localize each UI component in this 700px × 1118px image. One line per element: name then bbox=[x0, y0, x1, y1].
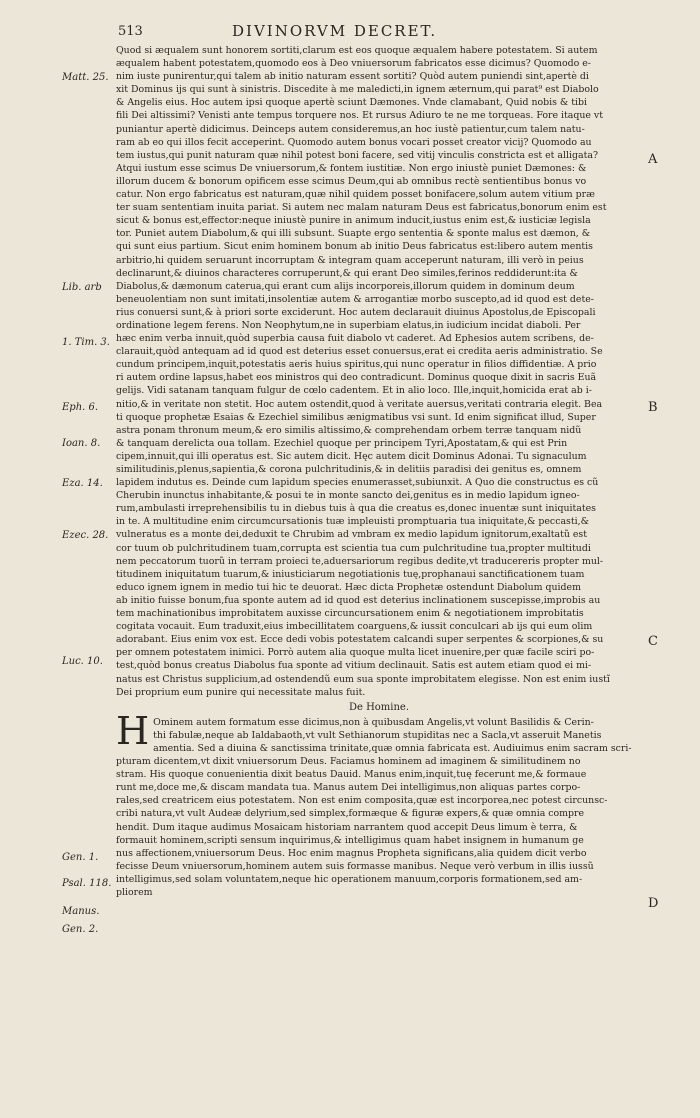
text-line: catur. Non ergo fabricatus est naturam,quæ nihil quidem posset bonifacere,solum autem vitium præ bbox=[116, 189, 595, 201]
text-line: æqualem habent potestatem,quomodo eos à Deo vniuersorum fabricatos esse dicimus? Quomodo e- bbox=[116, 58, 591, 70]
text-line: amentia. Sed a diuina & sanctissima trinitate,quæ omnia fabricata est. Audiuimus enim sacram scri- bbox=[153, 742, 632, 754]
text-line: hæc enim verba innuit,quòd superbia causa fuit diabolo vt caderet. Ad Ephesios autem scribens, de- bbox=[116, 333, 594, 345]
text-line: Ominem autem formatum esse dicimus,non à quibusdam Angelis,vt volunt Basilidis & Cerin- bbox=[153, 716, 594, 728]
text-line: fili Dei altissimi? Venisti ante tempus torquere nos. Et rursus Adiuro te ne me torqueas. Fore itaque vt bbox=[116, 110, 603, 122]
margin-letter: B bbox=[648, 400, 658, 415]
text-line: qui sunt eius partium. Sicut enim hominem bonum ab initio Deus fabricatus est:libero autem mentis bbox=[116, 241, 593, 253]
text-line: & tanquam derelicta oua tollam. Ezechiel quoque per principem Tyri,Apostatam,& qui est Prin bbox=[116, 437, 568, 449]
margin-reference: Gen. 2. bbox=[62, 924, 99, 935]
text-line: tem iustus,qui punit naturam quæ nihil potest boni facere, sed vitij vinculis constricta est et alligata? bbox=[116, 149, 598, 161]
running-head: DIVINORVM DECRET. bbox=[232, 22, 438, 40]
margin-reference: Gen. 1. bbox=[62, 852, 99, 863]
text-line: Quod si æqualem sunt honorem sortiti,clarum est eos quoque æqualem habere potestatem. Si autem bbox=[116, 45, 598, 56]
text-line: natus est Christus supplicium,ad ostendendũ eum sua sponte improbitatem elegisse. Non est enim iustĩ bbox=[116, 673, 610, 685]
text-line: ter suam sententiam inuita pariat. Si autem nec malam naturam Deus est fabricatus,bonorum enim est bbox=[116, 202, 607, 214]
text-line: intelligimus,sed solam voluntatem,neque hic operationem manuum,corporis formationem,sed am- bbox=[116, 873, 583, 885]
text-line: pliorem bbox=[116, 887, 153, 898]
text-line: nim iuste punirentur,qui talem ab initio naturam essent sortiti? Quòd autem puniendi sint,apertè di bbox=[116, 71, 589, 83]
margin-reference: Matt. 25. bbox=[62, 72, 109, 83]
text-line: in te. A multitudine enim circumcursationis tuæ impleuisti promptuaria tua iniquitate,& peccasti,& bbox=[116, 516, 589, 528]
section-heading: De Homine. bbox=[348, 701, 410, 713]
text-line: educo ignem ignem in medio tui hic te deuorat. Hæc dicta Prophetæ ostendunt Diabolum quidem bbox=[116, 581, 581, 593]
text-line: xit Dominus ijs qui sunt à sinistris. Discedite à me maledicti,in ignem æternum,qui parat⁹ est Diabolo bbox=[116, 84, 599, 96]
text-line: similitudinis,plenus,sapientia,& corona pulchritudinis,& in delitiis paradisi dei genitus es, omnem bbox=[116, 464, 582, 475]
margin-reference: Eph. 6. bbox=[62, 402, 99, 413]
text-line: adorabant. Eius enim vox est. Ecce dedi vobis potestatem calcandi super serpentes & scorpiones,& su bbox=[116, 634, 604, 646]
text-line: cogitata vocauit. Eum traduxit,eius imbecillitatem coarguens,& iussit conculcari ab ijs qui eum olim bbox=[116, 621, 593, 633]
text-line: gelijs. Vidi satanam tanquam fulgur de cœlo cadentem. Et in alio loco. Ille,inquit,homicida erat ab i- bbox=[116, 385, 592, 397]
text-line: tor. Puniet autem Diabolum,& qui illi subsunt. Suapte ergo sententia & sponte malus est dæmon, & bbox=[116, 228, 591, 240]
margin-reference: Luc. 10. bbox=[62, 656, 103, 667]
text-line: thi fabulæ,neque ab Ialdabaoth,vt vult Sethianorum stupiditas nec a Sacla,vt asseruit Manetis bbox=[153, 729, 602, 741]
text-line: ordinatione legem ferens. Non Neophytum,ne in superbiam elatus,in iudicium incidat diaboli. Per bbox=[116, 319, 581, 331]
text-line: puniantur apertè didicimus. Deinceps autem consideremus,an hoc iustè patientur,cum talem natu- bbox=[116, 123, 585, 135]
text-line: test,quòd bonus creatus Diabolus fua sponte ad vitium declinauit. Satis est autem etiam quod ei mi- bbox=[116, 660, 592, 672]
text-line: Atqui iustum esse scimus De vniuersorum,& fontem iustitiæ. Non ergo iniustè puniet Dæmones: & bbox=[116, 162, 587, 174]
text-line: ram ab eo qui illos fecit acceperint. Quomodo autem bonus vocari posset creator vicij? Quomodo au bbox=[116, 136, 592, 148]
text-line: nus affectionem,vniuersorum Deus. Hoc enim magnus Propheta significans,alia quidem dicit verbo bbox=[116, 847, 587, 859]
text-line: declinarunt,& diuinos characteres corruperunt,& qui erant Deo similes,ferinos reddiderunt:ita & bbox=[116, 267, 578, 279]
page-header bbox=[0, 24, 700, 46]
text-line: fecisse Deum vniuersorum,hominem autem suis formasse manibus. Neque verò verbum in illis iussũ bbox=[116, 860, 594, 872]
margin-reference: Ezec. 28. bbox=[62, 530, 109, 541]
margin-reference: 1. Tim. 3. bbox=[62, 337, 110, 348]
text-block-2 bbox=[116, 708, 642, 899]
text-line: illorum ducem & bonorum opificem esse scimus Deum,qui ab omnibus rectè sentientibus bonus vo bbox=[116, 175, 587, 187]
text-line: pturam dicentem,vt dixit vniuersorum Deus. Faciamus hominem ad imaginem & similitudinem no bbox=[116, 756, 581, 768]
text-line: stram. His quoque conuenientia dixit beatus Dauid. Manus enim,inquit,tuę fecerunt me,& formaue bbox=[116, 769, 587, 781]
text-line: sicut & bonus est,effector:neque iniustè punire in animum inducit,iustus enim est,& iusticiæ legisla bbox=[116, 215, 591, 227]
text-line: runt me,doce me,& discam mandata tua. Manus autem Dei intelligimus,non aliquas partes corpo- bbox=[116, 782, 581, 794]
drop-cap: H bbox=[116, 708, 150, 753]
margin-reference: Eza. 14. bbox=[62, 478, 103, 489]
text-line: nem peccatorum tuorũ in terram proieci te,aduersariorum regibus dedite,vt traducereris propter mul- bbox=[116, 555, 604, 567]
text-line: cipem,innuit,qui illi operatus est. Sic autem dicit. Hęc autem dicit Dominus Adonai. Tu signaculum bbox=[116, 450, 587, 462]
text-line: lapidem indutus es. Deinde cum lapidum species enumerasset,subiunxit. A Quo die constructus es cũ bbox=[116, 477, 599, 489]
text-line: formauit hominem,scripti sensum inquirimus,& intelligimus quam habet insignem in humanum ge bbox=[116, 834, 584, 846]
text-line: rius conuersi sunt,& à priori sorte exciderunt. Hoc autem declarauit diuinus Apostolus,de Episcopali bbox=[116, 306, 596, 318]
text-block-1 bbox=[116, 44, 642, 699]
text-line: cribi natura,vt vult Audeæ delyrium,sed simplex,formæque & figuræ expers,& quæ omnia compre bbox=[116, 808, 585, 820]
text-line: tem machinationibus improbitatem auxisse circuncursationem enim & negotiationem improbitatis bbox=[116, 608, 584, 620]
text-line: beneuolentiam non sunt imitati,insolentiæ autem & arrogantiæ morbo suscepto,ad id quod est dete- bbox=[116, 293, 594, 305]
text-line: cor tuum ob pulchritudinem tuam,corrupta est scientia tua cum pulchritudine tua,propter multitudi bbox=[116, 542, 591, 554]
margin-letter: C bbox=[648, 634, 658, 649]
page-number: 513 bbox=[118, 24, 143, 39]
text-line: Diabolus,& dæmonum caterua,qui erant cum alijs incorporeis,illorum quidem in dominum deum bbox=[116, 280, 575, 292]
margin-reference: Manus. bbox=[62, 906, 100, 917]
margin-reference: Lib. arb bbox=[62, 282, 102, 293]
text-line: & Angelis eius. Hoc autem ipsi quoque apertè sciunt Dæmones. Vnde clamabant, Quid nobis & tibi bbox=[116, 97, 588, 109]
text-line: titudinem iniquitatum tuarum,& iniusticiarum negotiationis tuę,prophanaui sanctificationem tuam bbox=[116, 568, 585, 580]
text-line: astra ponam thronum meum,& ero similis altissimo,& comprehendam orbem terræ tanquam nidũ bbox=[116, 424, 582, 436]
text-line: Cherubin inunctus inhabitante,& posui te in monte sancto dei,genitus es in medio lapidum igneo- bbox=[116, 490, 580, 502]
margin-letter: A bbox=[648, 152, 658, 167]
text-line: ti quoque prophetæ Esaias & Ezechiel similibus ænigmatibus vsi sunt. Id enim significat illud, Super bbox=[116, 411, 596, 423]
text-line: vulneratus es a monte dei,deduxit te Chrubim ad vmbram ex medio lapidum ignitorum,exaltatũ est bbox=[116, 529, 588, 541]
text-line: cundum principem,inquit,potestatis aeris huius spiritus,qui nunc operatur in filios diffidentiæ. A prio bbox=[116, 359, 597, 371]
text-line: nitio,& in veritate non stetit. Hoc autem ostendit,quod à veritate auersus,veritati contraria elegit. Bea bbox=[116, 398, 603, 410]
text-line: hendit. Dum itaque audimus Mosaicam historiam narrantem quod accepit Deus limum è terra, & bbox=[116, 821, 578, 833]
margin-reference: Ioan. 8. bbox=[62, 438, 101, 449]
margin-reference: Psal. 118. bbox=[62, 878, 112, 889]
text-line: per omnem potestatem inimici. Porrò autem alia quoque multa licet inuenire,per quæ facile sciri po- bbox=[116, 647, 595, 659]
text-line: ri autem ordine lapsus,habet eos ministros qui deo contradicunt. Dominus quoque dixit in sacris Euã bbox=[116, 372, 597, 384]
text-line: Dei proprium eum punire qui necessitate malus fuit. bbox=[116, 686, 366, 698]
text-line: rum,ambulasti irreprehensibilis tu in diebus tuis à qua die creatus es,donec inuentæ sunt iniquitates bbox=[116, 503, 596, 515]
text-line: ab initio fuisse bonum,fua sponte autem ad id quod est deterius inclinationem suscepisse,improbis au bbox=[116, 594, 601, 606]
text-line: rales,sed creatricem eius potestatem. Non est enim composita,quæ est incorporea,nec potest circunsc- bbox=[116, 795, 608, 807]
margin-letter: D bbox=[648, 896, 659, 911]
text-line: clarauit,quòd antequam ad id quod est deterius esset conuersus,erat ei credita aeris administratio. Se bbox=[116, 346, 603, 358]
main-text bbox=[116, 44, 642, 899]
text-line: arbitrio,hi quidem seruarunt incorruptam & integram quam acceperunt naturam, illi verò in peius bbox=[116, 254, 584, 266]
